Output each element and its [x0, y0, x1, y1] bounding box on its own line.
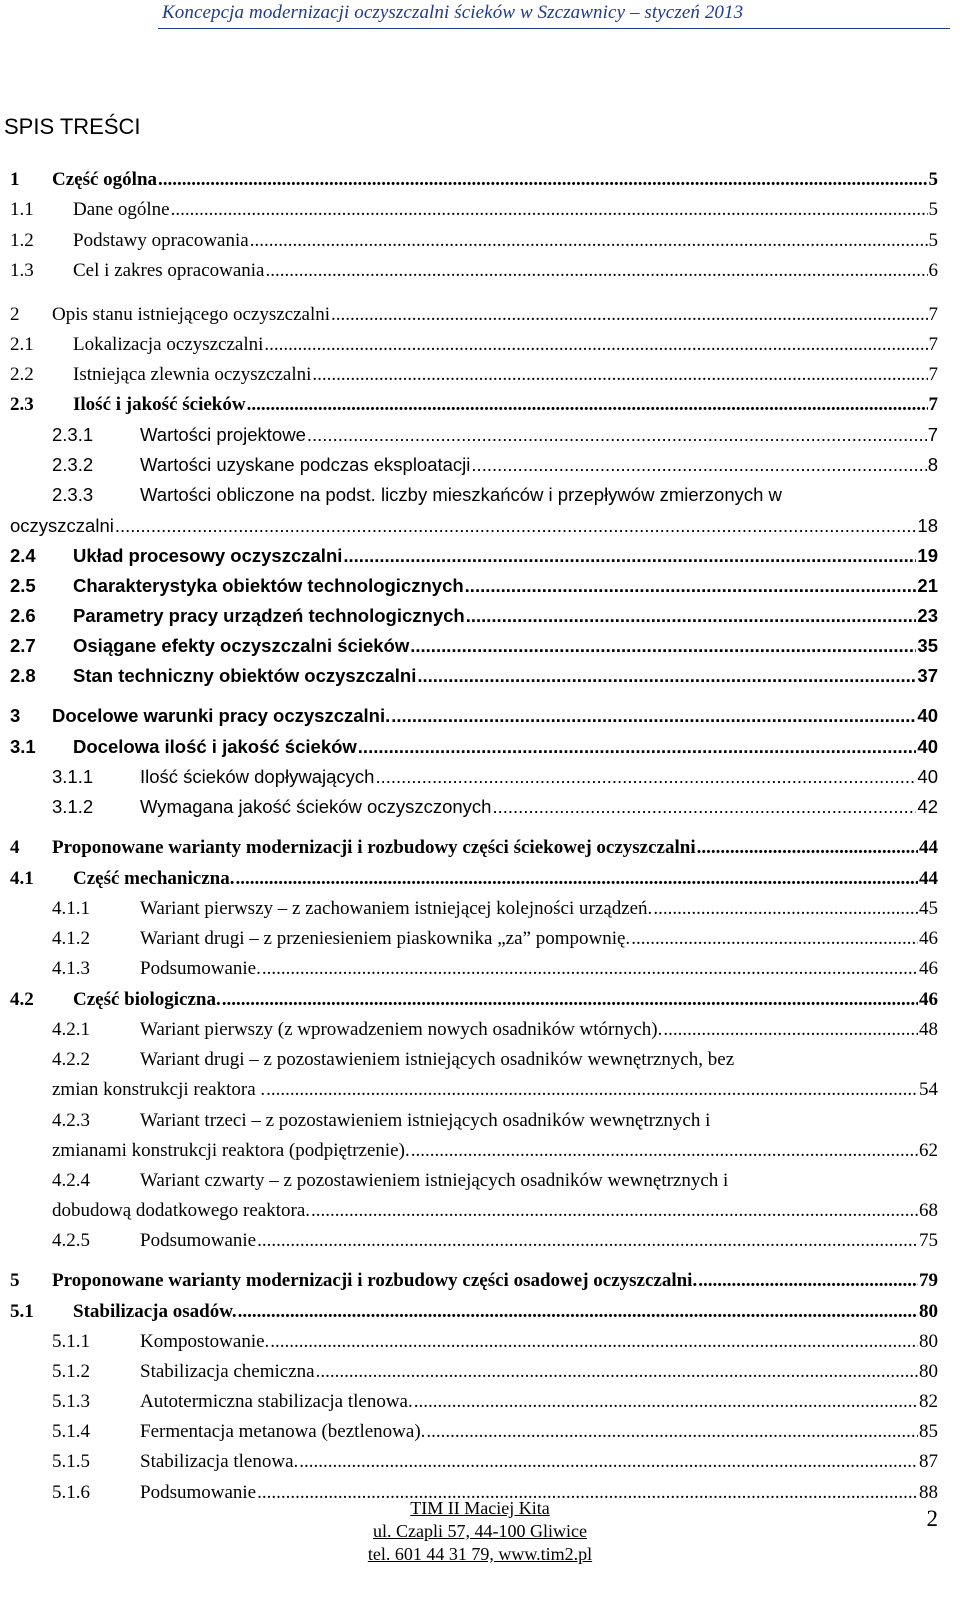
toc-entry-title: Istniejąca zlewnia oczyszczalni — [73, 364, 312, 385]
toc-entry[interactable] — [10, 633, 938, 658]
toc-entry-page: 7 — [927, 424, 938, 445]
toc-entry-title: Docelowa ilość i jakość ścieków — [73, 736, 357, 757]
toc-leader-dots — [158, 167, 927, 192]
toc-entry-title: Proponowane warianty modernizacji i rozbudowy części osadowej oczyszczalni. — [52, 1270, 698, 1291]
toc-entry[interactable] — [52, 1449, 938, 1474]
toc-entry-number: 2.7 — [10, 635, 36, 656]
toc-entry[interactable] — [52, 956, 938, 981]
toc-entry-page: 8 — [927, 454, 938, 475]
toc-entry-number: 2.3.1 — [52, 424, 94, 445]
toc-entry-title: Stabilizacja tlenowa. — [140, 1451, 299, 1472]
toc-entry-title: Część mechaniczna. — [73, 868, 235, 889]
toc-entry-page: 45 — [919, 898, 938, 919]
toc-entry[interactable] — [52, 1198, 938, 1223]
toc-leader-dots — [471, 452, 926, 477]
toc-entry-title: Docelowe warunki pracy oczyszczalni. — [52, 705, 391, 726]
footer-contact[interactable]: tel. 601 44 31 79, www.tim2.pl — [367, 1544, 593, 1564]
toc-entry-title: Charakterystyka obiektów technologicznych — [73, 575, 464, 596]
toc-entry-number: 5.1.6 — [52, 1482, 90, 1503]
toc-entry-number: 2.5 — [10, 575, 36, 596]
footer-company[interactable]: TIM II Maciej Kita — [410, 1498, 550, 1518]
toc-entry-page: 40 — [917, 766, 938, 787]
toc-entry[interactable] — [10, 228, 938, 253]
toc-entry-title: Układ procesowy oczyszczalni — [73, 545, 343, 566]
toc-entry-number: 4.2.2 — [52, 1049, 90, 1070]
header-rule — [158, 28, 950, 29]
toc-entry-number: 3.1.1 — [52, 766, 94, 787]
toc-leader-dots — [391, 703, 916, 728]
toc-entry-page: 7 — [928, 364, 938, 385]
toc-entry[interactable] — [52, 1017, 938, 1042]
toc-entry-title: Podstawy opracowania — [73, 230, 249, 251]
toc-entry[interactable] — [10, 197, 938, 222]
toc-leader-dots — [238, 1299, 918, 1324]
toc-leader-dots — [311, 1198, 918, 1223]
toc-entry-number: 4.1 — [10, 868, 34, 889]
toc-entry-page: 44 — [919, 868, 938, 889]
header-text: Koncepcja modernizacji oczyszczalni ścieków w Szczawnicy – styczeń 2013 — [162, 2, 744, 23]
toc-entry-number: 1.1 — [10, 199, 34, 220]
toc-entry-page: 7 — [928, 394, 938, 415]
toc-entry[interactable] — [10, 1268, 938, 1293]
toc-entry-number: 3 — [10, 705, 21, 726]
toc-entry-page: 7 — [928, 334, 938, 355]
toc-entry[interactable] — [10, 362, 938, 387]
footer-address[interactable]: ul. Czapli 57, 44-100 Gliwice — [373, 1521, 587, 1541]
toc-entry[interactable] — [10, 167, 938, 192]
toc-entry-number: 2.8 — [10, 665, 36, 686]
toc-entry-page: 80 — [919, 1331, 938, 1352]
toc-entry-number: 2.3 — [10, 394, 34, 415]
toc-entry[interactable] — [10, 543, 938, 568]
toc-leader-dots — [312, 362, 927, 387]
toc-entry-title: zmianami konstrukcji reaktora (podpiętrzenie). — [52, 1140, 410, 1161]
toc-leader-dots — [466, 603, 917, 628]
toc-entry-page: 68 — [919, 1200, 938, 1221]
toc-entry-title: Osiągane efekty oczyszczalni ścieków — [73, 635, 410, 656]
toc-leader-dots — [262, 956, 918, 981]
toc-entry-title: Wymagana jakość ścieków oczyszczonych — [140, 796, 492, 817]
toc-entry-number: 4.2.1 — [52, 1019, 90, 1040]
toc-entry[interactable] — [10, 835, 938, 860]
toc-entry-title: Wariant pierwszy – z zachowaniem istniejącej kolejności urządzeń. — [140, 898, 653, 919]
toc-entry-title: Parametry pracy urządzeń technologicznych — [73, 605, 465, 626]
toc-entry[interactable] — [52, 1359, 938, 1384]
toc-entry[interactable] — [10, 302, 938, 327]
page-header — [0, 0, 960, 34]
toc-entry-number: 2.3.3 — [52, 484, 94, 505]
toc-entry-number: 1.3 — [10, 260, 34, 281]
toc-leader-dots — [426, 1419, 918, 1444]
toc-entry-number: 2.1 — [10, 334, 34, 355]
toc-entry[interactable] — [10, 513, 938, 538]
toc-entry-number: 4.1.2 — [52, 928, 90, 949]
toc-entry-title: Opis stanu istniejącego oczyszczalni — [52, 304, 331, 325]
toc-entry[interactable] — [52, 1419, 938, 1444]
toc-entry-number: 4.2 — [10, 989, 34, 1010]
toc-leader-dots — [697, 835, 918, 860]
toc-entry[interactable] — [52, 1168, 938, 1193]
toc-entry-title: Wartości uzyskane podczas eksploatacji — [140, 454, 471, 475]
toc-leader-dots — [171, 197, 928, 222]
toc-entry-title: Część ogólna — [52, 169, 158, 190]
toc-entry-page: 35 — [917, 635, 938, 656]
toc-entry-title: Autotermiczna stabilizacja tlenowa. — [140, 1391, 413, 1412]
toc-leader-dots — [264, 332, 927, 357]
toc-entry-page: 48 — [919, 1019, 938, 1040]
toc-entry-page: 5 — [928, 230, 938, 251]
toc-entry[interactable] — [52, 794, 938, 819]
toc-entry-page: 82 — [919, 1391, 938, 1412]
toc-entry[interactable] — [52, 422, 938, 447]
toc-entry-page: 18 — [917, 515, 938, 536]
toc-entry-number: 2.2 — [10, 364, 34, 385]
toc-entry-title: Wariant drugi – z przeniesieniem piaskownika „za” pompownię. — [140, 928, 631, 949]
toc-entry[interactable] — [52, 1228, 938, 1253]
toc-entry-title: Wariant trzeci – z pozostawieniem istniejących osadników wewnętrznych i — [140, 1110, 711, 1131]
toc-entry-page: 54 — [919, 1079, 938, 1100]
toc-entry[interactable] — [10, 663, 938, 688]
toc-entry[interactable] — [10, 1299, 938, 1324]
toc-entry[interactable] — [10, 987, 938, 1012]
toc-entry-title: Kompostowanie. — [140, 1331, 270, 1352]
toc-entry[interactable] — [52, 1329, 938, 1354]
toc-entry-number: 2.3.2 — [52, 454, 94, 475]
page-number: 2 — [926, 1506, 938, 1531]
toc-entry-title: Wariant pierwszy (z wprowadzeniem nowych osadników wtórnych). — [140, 1019, 663, 1040]
toc-entry-number: 5.1 — [10, 1301, 34, 1322]
toc-entry-page: 42 — [917, 796, 938, 817]
toc-entry-number: 1 — [10, 169, 20, 190]
toc-entry-title: Stabilizacja osadów. — [73, 1301, 237, 1322]
toc-leader-dots — [270, 1329, 918, 1354]
toc-entry[interactable] — [52, 1077, 938, 1102]
toc-entry-page: 88 — [919, 1482, 938, 1503]
toc-entry-page: 5 — [928, 169, 938, 190]
toc-entry-title: Część biologiczna. — [73, 989, 221, 1010]
toc-entry-number: 4.2.3 — [52, 1110, 90, 1131]
toc-entry-number: 2.4 — [10, 545, 36, 566]
toc-entry-number: 5.1.3 — [52, 1391, 90, 1412]
toc-entry-page: 85 — [919, 1421, 938, 1442]
toc-entry-title: Lokalizacja oczyszczalni — [73, 334, 264, 355]
toc-leader-dots — [375, 764, 916, 789]
toc-entry-title: Dane ogólne — [73, 199, 170, 220]
page-footer — [0, 1497, 960, 1566]
toc-leader-dots — [492, 794, 916, 819]
toc-entry-number: 4.1.3 — [52, 958, 90, 979]
toc-entry-number: 5 — [10, 1270, 20, 1291]
toc-entry[interactable] — [52, 1138, 938, 1163]
toc-entry[interactable] — [52, 896, 938, 921]
toc-leader-dots — [663, 1017, 918, 1042]
toc-entry-number: 5.1.4 — [52, 1421, 90, 1442]
toc-entry-title: Wartości obliczone na podst. liczby mieszkańców i przepływów zmierzonych w — [140, 484, 782, 505]
toc-entry-page: 80 — [919, 1361, 938, 1382]
toc-entry-title: Wariant czwarty – z pozostawieniem istniejących osadników wewnętrznych i — [140, 1170, 729, 1191]
toc-leader-dots — [299, 1449, 918, 1474]
toc-entry-page: 7 — [928, 304, 938, 325]
toc-entry[interactable] — [52, 452, 938, 477]
toc-entry[interactable] — [10, 332, 938, 357]
toc-entry-number: 2 — [10, 304, 20, 325]
toc-entry-page: 46 — [919, 928, 938, 949]
toc-leader-dots — [316, 1359, 918, 1384]
toc-entry-page: 23 — [917, 605, 938, 626]
toc-entry-page: 44 — [919, 837, 938, 858]
toc-entry[interactable] — [52, 1389, 938, 1414]
toc-leader-dots — [266, 1077, 918, 1102]
toc-entry-page: 19 — [917, 545, 938, 566]
toc-entry[interactable] — [10, 258, 938, 283]
toc-entry-page: 21 — [917, 575, 938, 596]
toc-entry-page: 40 — [917, 736, 938, 757]
toc-entry-title: Fermentacja metanowa (beztlenowa). — [140, 1421, 426, 1442]
toc-entry-title: Wariant drugi – z pozostawieniem istniejących osadników wewnętrznych, bez — [140, 1049, 735, 1070]
toc-entry-page: 79 — [919, 1270, 938, 1291]
toc-leader-dots — [631, 926, 918, 951]
toc-leader-dots — [358, 734, 917, 759]
toc-leader-dots — [343, 543, 916, 568]
toc-entry-page: 75 — [919, 1230, 938, 1251]
toc-entry[interactable] — [52, 482, 938, 507]
toc-entry-title: Podsumowanie. — [140, 958, 261, 979]
toc-leader-dots — [411, 1138, 918, 1163]
toc-entry-number: 5.1.1 — [52, 1331, 90, 1352]
toc-entry-title: Ilość ścieków dopływających — [140, 766, 375, 787]
toc-leader-dots — [235, 866, 918, 891]
toc-entry-number: 5.1.2 — [52, 1361, 90, 1382]
toc-entry-number: 2.6 — [10, 605, 36, 626]
toc-entry-title: Podsumowanie — [140, 1482, 257, 1503]
toc-entry[interactable] — [52, 926, 938, 951]
toc-entry-title: oczyszczalni — [10, 515, 114, 536]
toc-entry-title: Podsumowanie — [140, 1230, 257, 1251]
toc-leader-dots — [465, 573, 917, 598]
toc-entry-page: 5 — [928, 199, 938, 220]
toc-leader-dots — [414, 1389, 918, 1414]
toc-entry[interactable] — [10, 734, 938, 759]
toc-entry-number: 4.2.4 — [52, 1170, 90, 1191]
toc-entry-number: 3.1.2 — [52, 796, 94, 817]
toc-entry-number: 5.1.5 — [52, 1451, 90, 1472]
toc-entry[interactable] — [52, 1108, 938, 1133]
toc-leader-dots — [250, 228, 928, 253]
page-title: SPIS TREŚCI — [4, 114, 141, 139]
toc-leader-dots — [698, 1268, 918, 1293]
toc-entry[interactable] — [52, 764, 938, 789]
toc-entry[interactable] — [10, 603, 938, 628]
toc-entry-page: 80 — [919, 1301, 938, 1322]
toc-entry-number: 4.1.1 — [52, 898, 90, 919]
toc-entry-page: 46 — [919, 958, 938, 979]
toc-entry-page: 6 — [928, 260, 938, 281]
toc-leader-dots — [222, 987, 918, 1012]
toc-entry-page: 62 — [919, 1140, 938, 1161]
toc-entry-page: 40 — [917, 705, 938, 726]
toc-leader-dots — [266, 258, 928, 283]
toc-leader-dots — [115, 513, 917, 538]
toc-entry-title: zmian konstrukcji reaktora . — [52, 1079, 266, 1100]
toc-entry[interactable] — [10, 703, 938, 728]
toc-entry[interactable] — [10, 392, 938, 417]
toc-leader-dots — [653, 896, 918, 921]
toc-entry-title: Proponowane warianty modernizacji i rozbudowy części ściekowej oczyszczalni — [52, 837, 696, 858]
toc-entry[interactable] — [10, 866, 938, 891]
toc-entry[interactable] — [10, 573, 938, 598]
toc-leader-dots — [307, 422, 927, 447]
toc-entry-number: 4 — [10, 837, 20, 858]
toc-entry-title: Stan techniczny obiektów oczyszczalni — [73, 665, 417, 686]
toc-entry-title: Stabilizacja chemiczna — [140, 1361, 315, 1382]
toc-leader-dots — [331, 302, 927, 327]
toc-leader-dots — [247, 392, 928, 417]
toc-leader-dots — [257, 1228, 918, 1253]
toc-entry-number: 4.2.5 — [52, 1230, 90, 1251]
toc-entry[interactable] — [52, 1047, 938, 1072]
toc-entry-title: Ilość i jakość ścieków — [73, 394, 246, 415]
toc-entry-page: 46 — [919, 989, 938, 1010]
toc-leader-dots — [410, 633, 916, 658]
toc-entry-title: Cel i zakres opracowania — [73, 260, 265, 281]
toc-entry-page: 87 — [919, 1451, 938, 1472]
toc-entry-title: dobudową dodatkowego reaktora. — [52, 1200, 311, 1221]
toc-entry-number: 3.1 — [10, 736, 36, 757]
toc-entry-title: Wartości projektowe — [140, 424, 306, 445]
toc-leader-dots — [417, 663, 916, 688]
toc-entry-number: 1.2 — [10, 230, 34, 251]
toc-entry-page: 37 — [917, 665, 938, 686]
